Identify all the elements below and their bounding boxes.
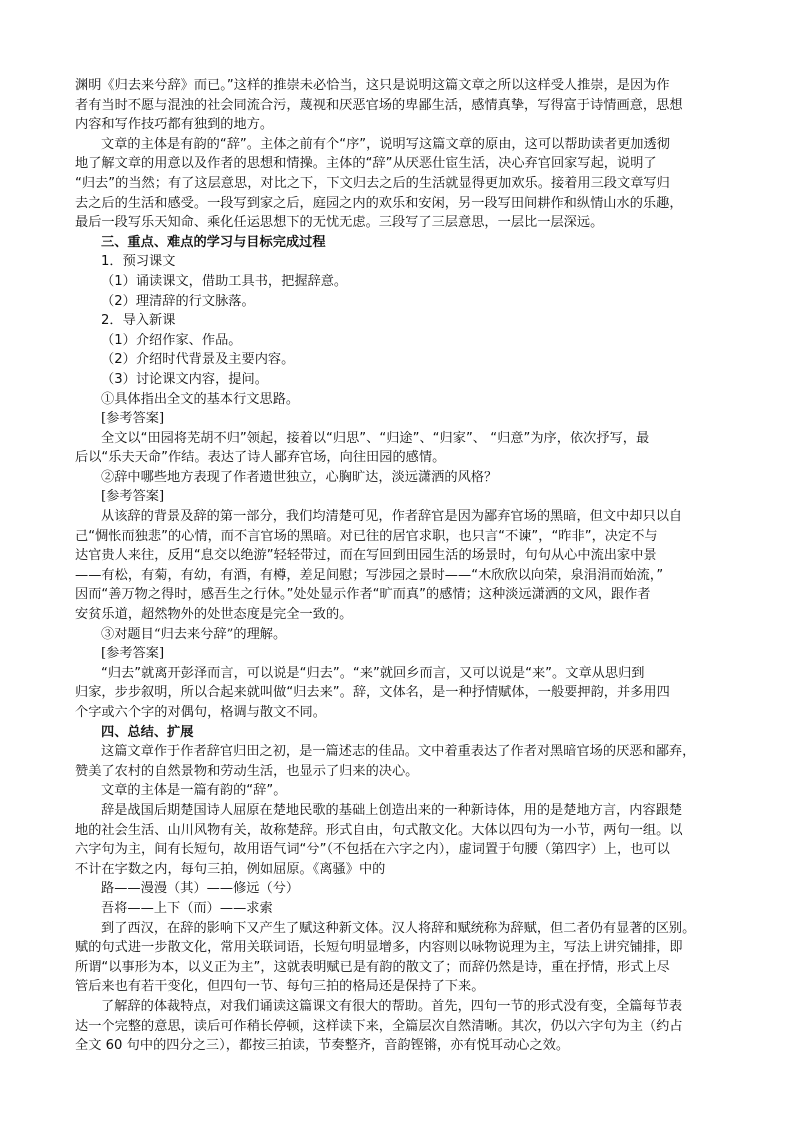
text-line: 到了西汉，在辞的影响下又产生了赋这种新文体。汉人将辞和赋统称为辞赋，但二者仍有显著的区别。 [101,920,696,936]
text-line: 文章的主体是一篇有韵的“辞”。 [101,783,287,799]
text-line: 去之后的生活和感受。一段写到家之后，庭园之内的欢乐和安闲，另一段写田间耕作和纵情山水的乐趣， [75,195,683,211]
document-body [75,76,718,1056]
text-line: 达官贵人来往，反用“息交以绝游”轻轻带过，而在写回到田园生活的场景时，句句从心中流出家中景 [75,548,657,564]
text-line: 归家，步步叙明，所以合起来就叫做“归去来”。辞，文体名，是一种抒情赋体，一般要押韵，并多用四 [75,685,670,701]
text-line: 了解辞的体裁特点，对我们诵读这篇课文有很大的帮助。首先，四句一节的形式没有变，全篇每节表 [101,998,683,1014]
text-line: 渊明《归去来兮辞》而已。”这样的推崇未必恰当，这只是说明这篇文章之所以这样受人推崇，是因为作 [75,78,670,93]
text-line: 地了解文章的用意以及作者的思想和情操。主体的“辞”从厌恶仕宦生活，决心弃官回家写起，说明了 [75,156,657,172]
text-line: 六字句为主，间有长短句，故用语气词“兮”（不包括在六字之内），虚词置于句腰（第四字）上，也可以 [75,842,670,858]
text-line: 个字或六个字的对偶句，格调与散文不同。 [75,705,326,720]
text-line: 不计在字数之内，每句三拍，例如屈原。《离骚》中的 [75,861,386,877]
text-line: 吾将——上下（而）——求索 [101,900,273,916]
text-line: [参考答案] [101,411,165,427]
text-line: 因而“善万物之得时，感吾生之行休。”处处显示作者“旷而真”的感情；这种淡远潇洒的文风，跟作者 [75,587,651,603]
text-line: 全文以“田园将芜胡不归”领起，接着以“归思”、“归途”、“归家”、 “归意”为序，依次抒写，最 [101,430,650,446]
text-line: [参考答案] [101,489,165,505]
text-line: 路——漫漫（其）——修远（兮） [101,881,300,897]
text-line: 后以“乐夫天命”作结。表达了诗人鄙弃官场，向往田园的感情。 [75,450,446,466]
text-line: “归去”的当然；有了这层意思，对比之下，下文归去之后的生活就显得更加欢乐。接着用三段文章写归 [75,175,670,191]
text-line: 者有当时不愿与混浊的社会同流合污，蔑视和厌恶官场的卑鄙生活，感情真挚，写得富于诗情画意，思想 [75,97,683,113]
text-line: ②辞中哪些地方表现了作者遗世独立，心胸旷达，淡远潇洒的风格？ [101,469,498,485]
text-line: （1）介绍作家、作品。 [101,332,242,348]
text-line: ①具体指出全文的基本行文思路。 [101,391,300,407]
text-line: 安贫乐道，超然物外的处世态度是完全一致的。 [75,607,353,623]
text-line: ③对题目“归去来兮辞”的理解。 [101,626,287,642]
text-line: [参考答案] [101,646,165,662]
text-line: 最后一段写乐天知命、乘化任运思想下的无忧无虑。三段写了三层意思，一层比一层深远。 [75,215,604,231]
text-line: 1．预习课文 [101,254,176,270]
text-line: 这篇文章作于作者辞官归田之初，是一篇述志的佳品。文中着重表达了作者对黑暗官场的厌恶和鄙弃， [101,744,696,760]
text-line: 2．导入新课 [101,313,176,329]
text-line: 己“惆怅而独悲”的心情，而不言官场的黑暗。对已往的居官求职，也只言“不谏”，“昨非”，决定不与 [75,528,658,544]
section-heading: 四、总结、扩展 [101,724,194,740]
text-line: 全文 60 句中的四分之三），都按三拍读，节奏整齐，音韵铿锵，亦有悦耳动心之效。 [75,1038,570,1054]
text-line: ——有松，有菊，有幼，有酒，有樽，差足间慰；写涉园之景时——“木欣欣以向荣，泉涓涓而始流，” [75,567,664,583]
text-line: （3）讨论课文内容，提问。 [101,371,268,387]
text-line: 管后来也有若干变化，但四句一节、每句三拍的格局还是保持了下来。 [75,979,485,995]
text-line: 地的社会生活、山川风物有关，故称楚辞。形式自由，句式散文化。大体以四句为一小节，两句一组。以 [75,822,683,838]
text-line: （2）理清辞的行文脉落。 [101,293,255,309]
text-line: 辞是战国后期楚国诗人屈原在楚地民歌的基础上创造出来的一种新诗体，用的是楚地方言，内容跟楚 [101,802,683,818]
text-line: （2）介绍时代背景及主要内容。 [101,352,295,368]
text-line: 文章的主体是有韵的“辞”。主体之前有个“序”，说明写这篇文章的原由，这可以帮助读者更加透彻 [101,136,670,152]
text-line: 赞美了农村的自然景物和劳动生活，也显示了归来的决心。 [75,763,419,779]
text-line: 达一个完整的意思，读后可作稍长停顿，这样读下来，全篇层次自然清晰。其次，仍以六字句为主（约占 [75,1018,683,1034]
text-line: “归去”就离开彭泽而言，可以说是“归去”。“来”就回乡而言，又可以说是“来”。文章从思归到 [101,665,645,681]
text-line: 从该辞的背景及辞的第一部分，我们均清楚可见，作者辞官是因为鄙弃官场的黑暗，但文中却只以自 [101,509,683,525]
section-heading: 三、重点、难点的学习与目标完成过程 [101,234,326,250]
text-line: 内容和写作技巧都有独到的地方。 [75,117,274,133]
text-line: 所谓“以事形为本，以义正为主”，这就表明赋已是有韵的散文了；而辞仍然是诗，重在抒情，形式上尽 [75,959,670,975]
text-line: （1）诵读课文，借助工具书，把握辞意。 [101,273,348,289]
text-line: 赋的句式进一步散文化，常用关联词语，长短句明显增多，内容则以咏物说理为主，写法上讲究铺排，即 [75,940,683,956]
